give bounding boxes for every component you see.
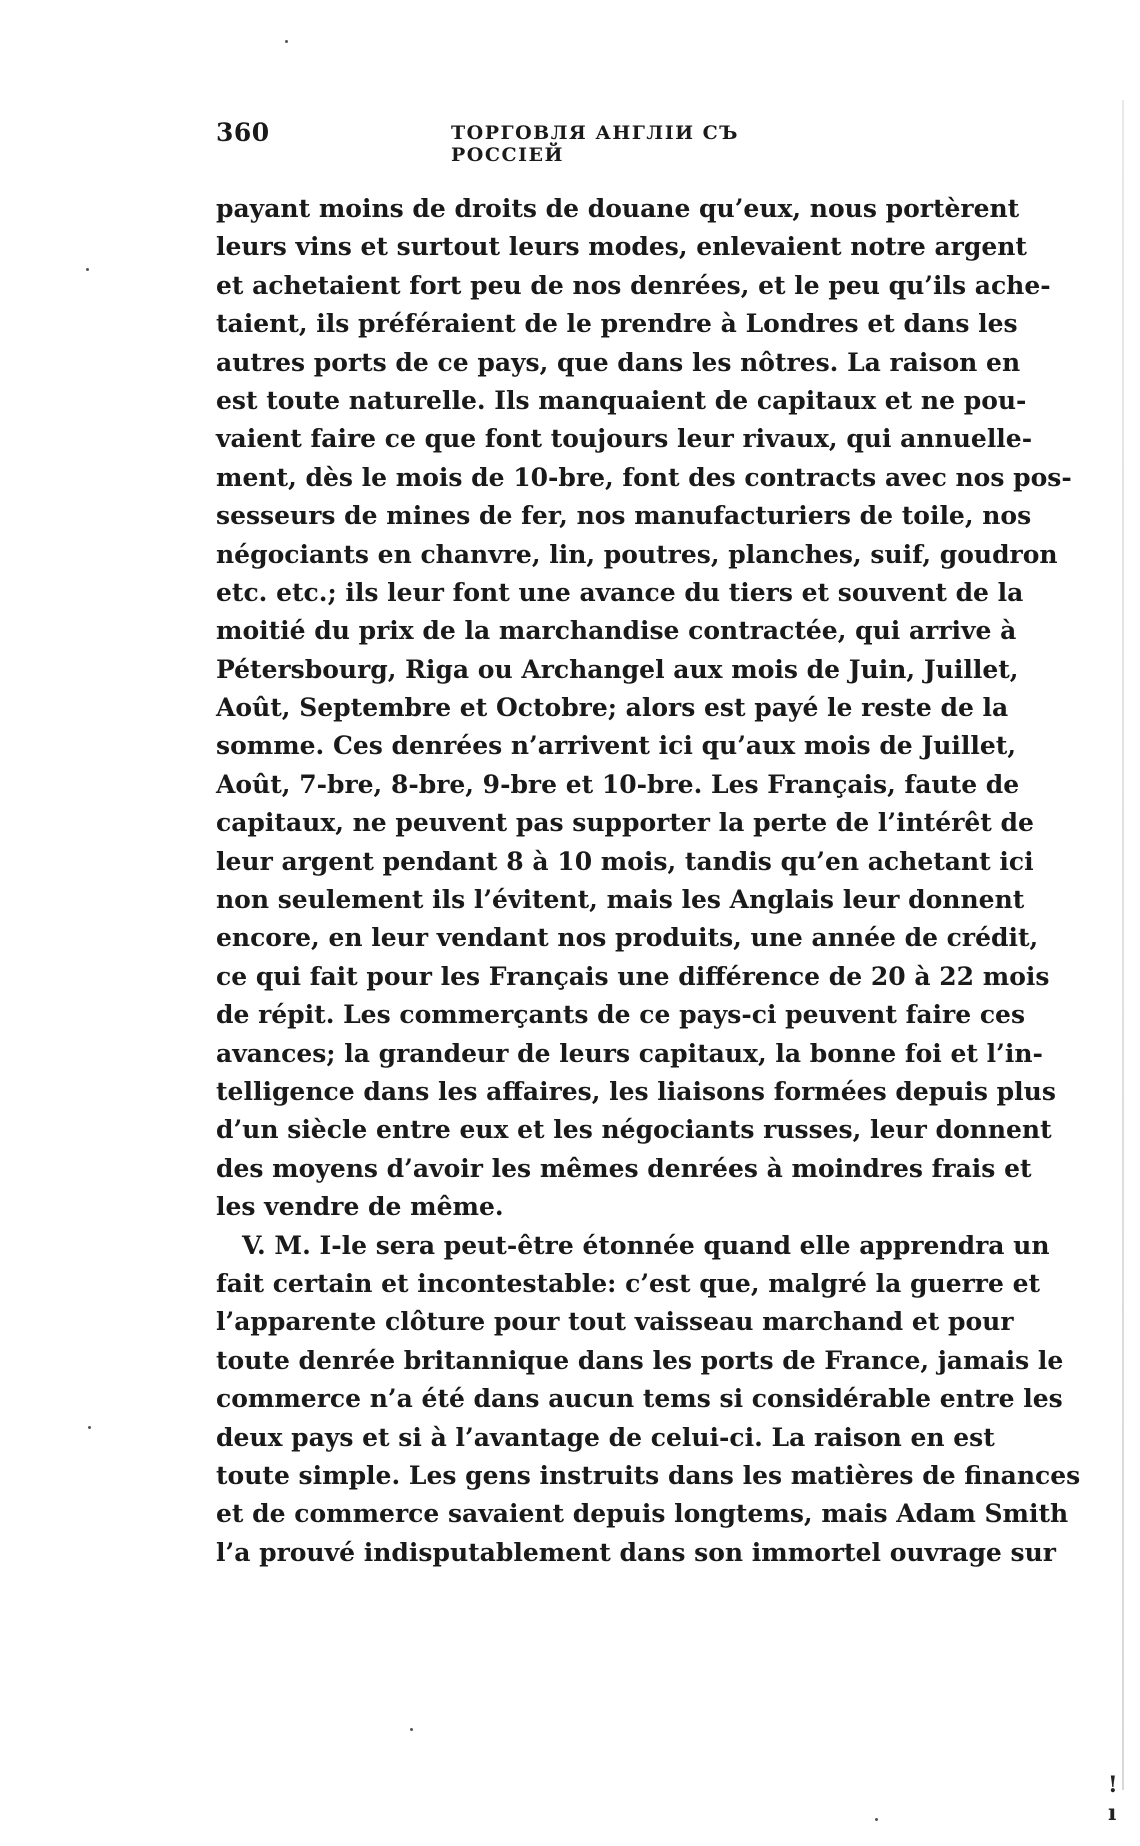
text-line: ce qui fait pour les Français une différence de 20 à 22 mois	[216, 961, 1050, 991]
text-line: autres ports de ce pays, que dans les nôtres. La raison en	[216, 347, 1021, 377]
text-line: avances; la grandeur de leurs capitaux, la bonne foi et l’in-	[216, 1038, 1043, 1068]
text-line: taient, ils préféraient de le prendre à Londres et dans les	[216, 309, 1018, 339]
text-line: leurs vins et surtout leurs modes, enlevaient notre argent	[216, 232, 1027, 262]
running-title: ТОРГОВЛЯ АНГЛІИ СЪ РОССІЕЙ	[451, 122, 739, 166]
scan-speck	[410, 1728, 413, 1731]
text-line: et achetaient fort peu de nos denrées, et le peu qu’ils ache-	[216, 270, 1051, 300]
text-line: toute denrée britannique dans les ports de France, jamais le	[216, 1345, 1064, 1375]
text-line: sesseurs de mines de fer, nos manufacturiers de toile, nos	[216, 501, 1032, 531]
text-line: est toute naturelle. Ils manquaient de capitaux et ne pou-	[216, 385, 1027, 415]
text-line: vaient faire ce que font toujours leur rivaux, qui annuelle-	[216, 424, 1033, 454]
text-line: somme. Ces denrées n’arrivent ici qu’aux mois de Juillet,	[216, 731, 1017, 761]
text-line-paragraph-end: les vendre de même.	[216, 1192, 504, 1222]
text-line: Pétersbourg, Riga ou Archangel aux mois de Juin, Juillet,	[216, 654, 1019, 684]
text-line: et de commerce savaient depuis longtems, mais Adam Smith	[216, 1499, 1069, 1529]
text-line: fait certain et incontestable: c’est que, malgré la guerre et	[216, 1268, 1041, 1298]
text-line: l’apparente clôture pour tout vaisseau marchand et pour	[216, 1307, 1014, 1337]
text-line: des moyens d’avoir les mêmes denrées à moindres frais et	[216, 1153, 1032, 1183]
page-edge-shadow	[1122, 100, 1124, 1790]
text-line: l’a prouvé indisputablement dans son immortel ouvrage sur	[216, 1537, 1056, 1567]
text-line: payant moins de droits de douane qu’eux, nous portèrent	[216, 194, 1020, 223]
text-line: leur argent pendant 8 à 10 mois, tandis qu’en achetant ici	[216, 846, 1034, 876]
text-line: Août, Septembre et Octobre; alors est payé le reste de la	[216, 693, 1009, 723]
text-line: deux pays et si à l’avantage de celui-ci. La raison en est	[216, 1422, 995, 1452]
scan-speck	[285, 40, 288, 43]
text-line: capitaux, ne peuvent pas supporter la perte de l’intérêt de	[216, 808, 1034, 838]
text-line: de répit. Les commerçants de ce pays-ci peuvent faire ces	[216, 1000, 1026, 1030]
text-line: d’un siècle entre eux et les négociants russes, leur donnent	[216, 1115, 1052, 1145]
text-line: etc. etc.; ils leur font une avance du tiers et souvent de la	[216, 577, 1024, 607]
text-line: non seulement ils l’évitent, mais les Anglais leur donnent	[216, 885, 1025, 915]
text-line: négociants en chanvre, lin, poutres, planches, suif, goudron	[216, 539, 1058, 569]
text-line: commerce n’a été dans aucun tems si considérable entre les	[216, 1384, 1063, 1414]
body-text	[216, 190, 1081, 1572]
scan-speck	[86, 268, 89, 271]
margin-mark: !	[1108, 1772, 1118, 1798]
text-line: Août, 7-bre, 8-bre, 9-bre et 10-bre. Les Français, faute de	[216, 769, 1020, 799]
text-line-paragraph-start: V. M. I-le sera peut-être étonnée quand elle apprendra un	[242, 1230, 1050, 1260]
page-number: 360	[216, 118, 270, 147]
scan-speck	[88, 1426, 91, 1429]
text-line: telligence dans les affaires, les liaisons formées depuis plus	[216, 1076, 1056, 1106]
text-line: toute simple. Les gens instruits dans les matières de finances	[216, 1460, 1081, 1490]
page-header	[216, 118, 826, 166]
margin-mark: ı	[1108, 1800, 1117, 1826]
text-line: moitié du prix de la marchandise contractée, qui arrive à	[216, 616, 1017, 646]
text-line: ment, dès le mois de 10-bre, font des contracts avec nos pos-	[216, 462, 1072, 492]
scan-speck	[875, 1818, 878, 1821]
text-line: encore, en leur vendant nos produits, une année de crédit,	[216, 923, 1039, 953]
